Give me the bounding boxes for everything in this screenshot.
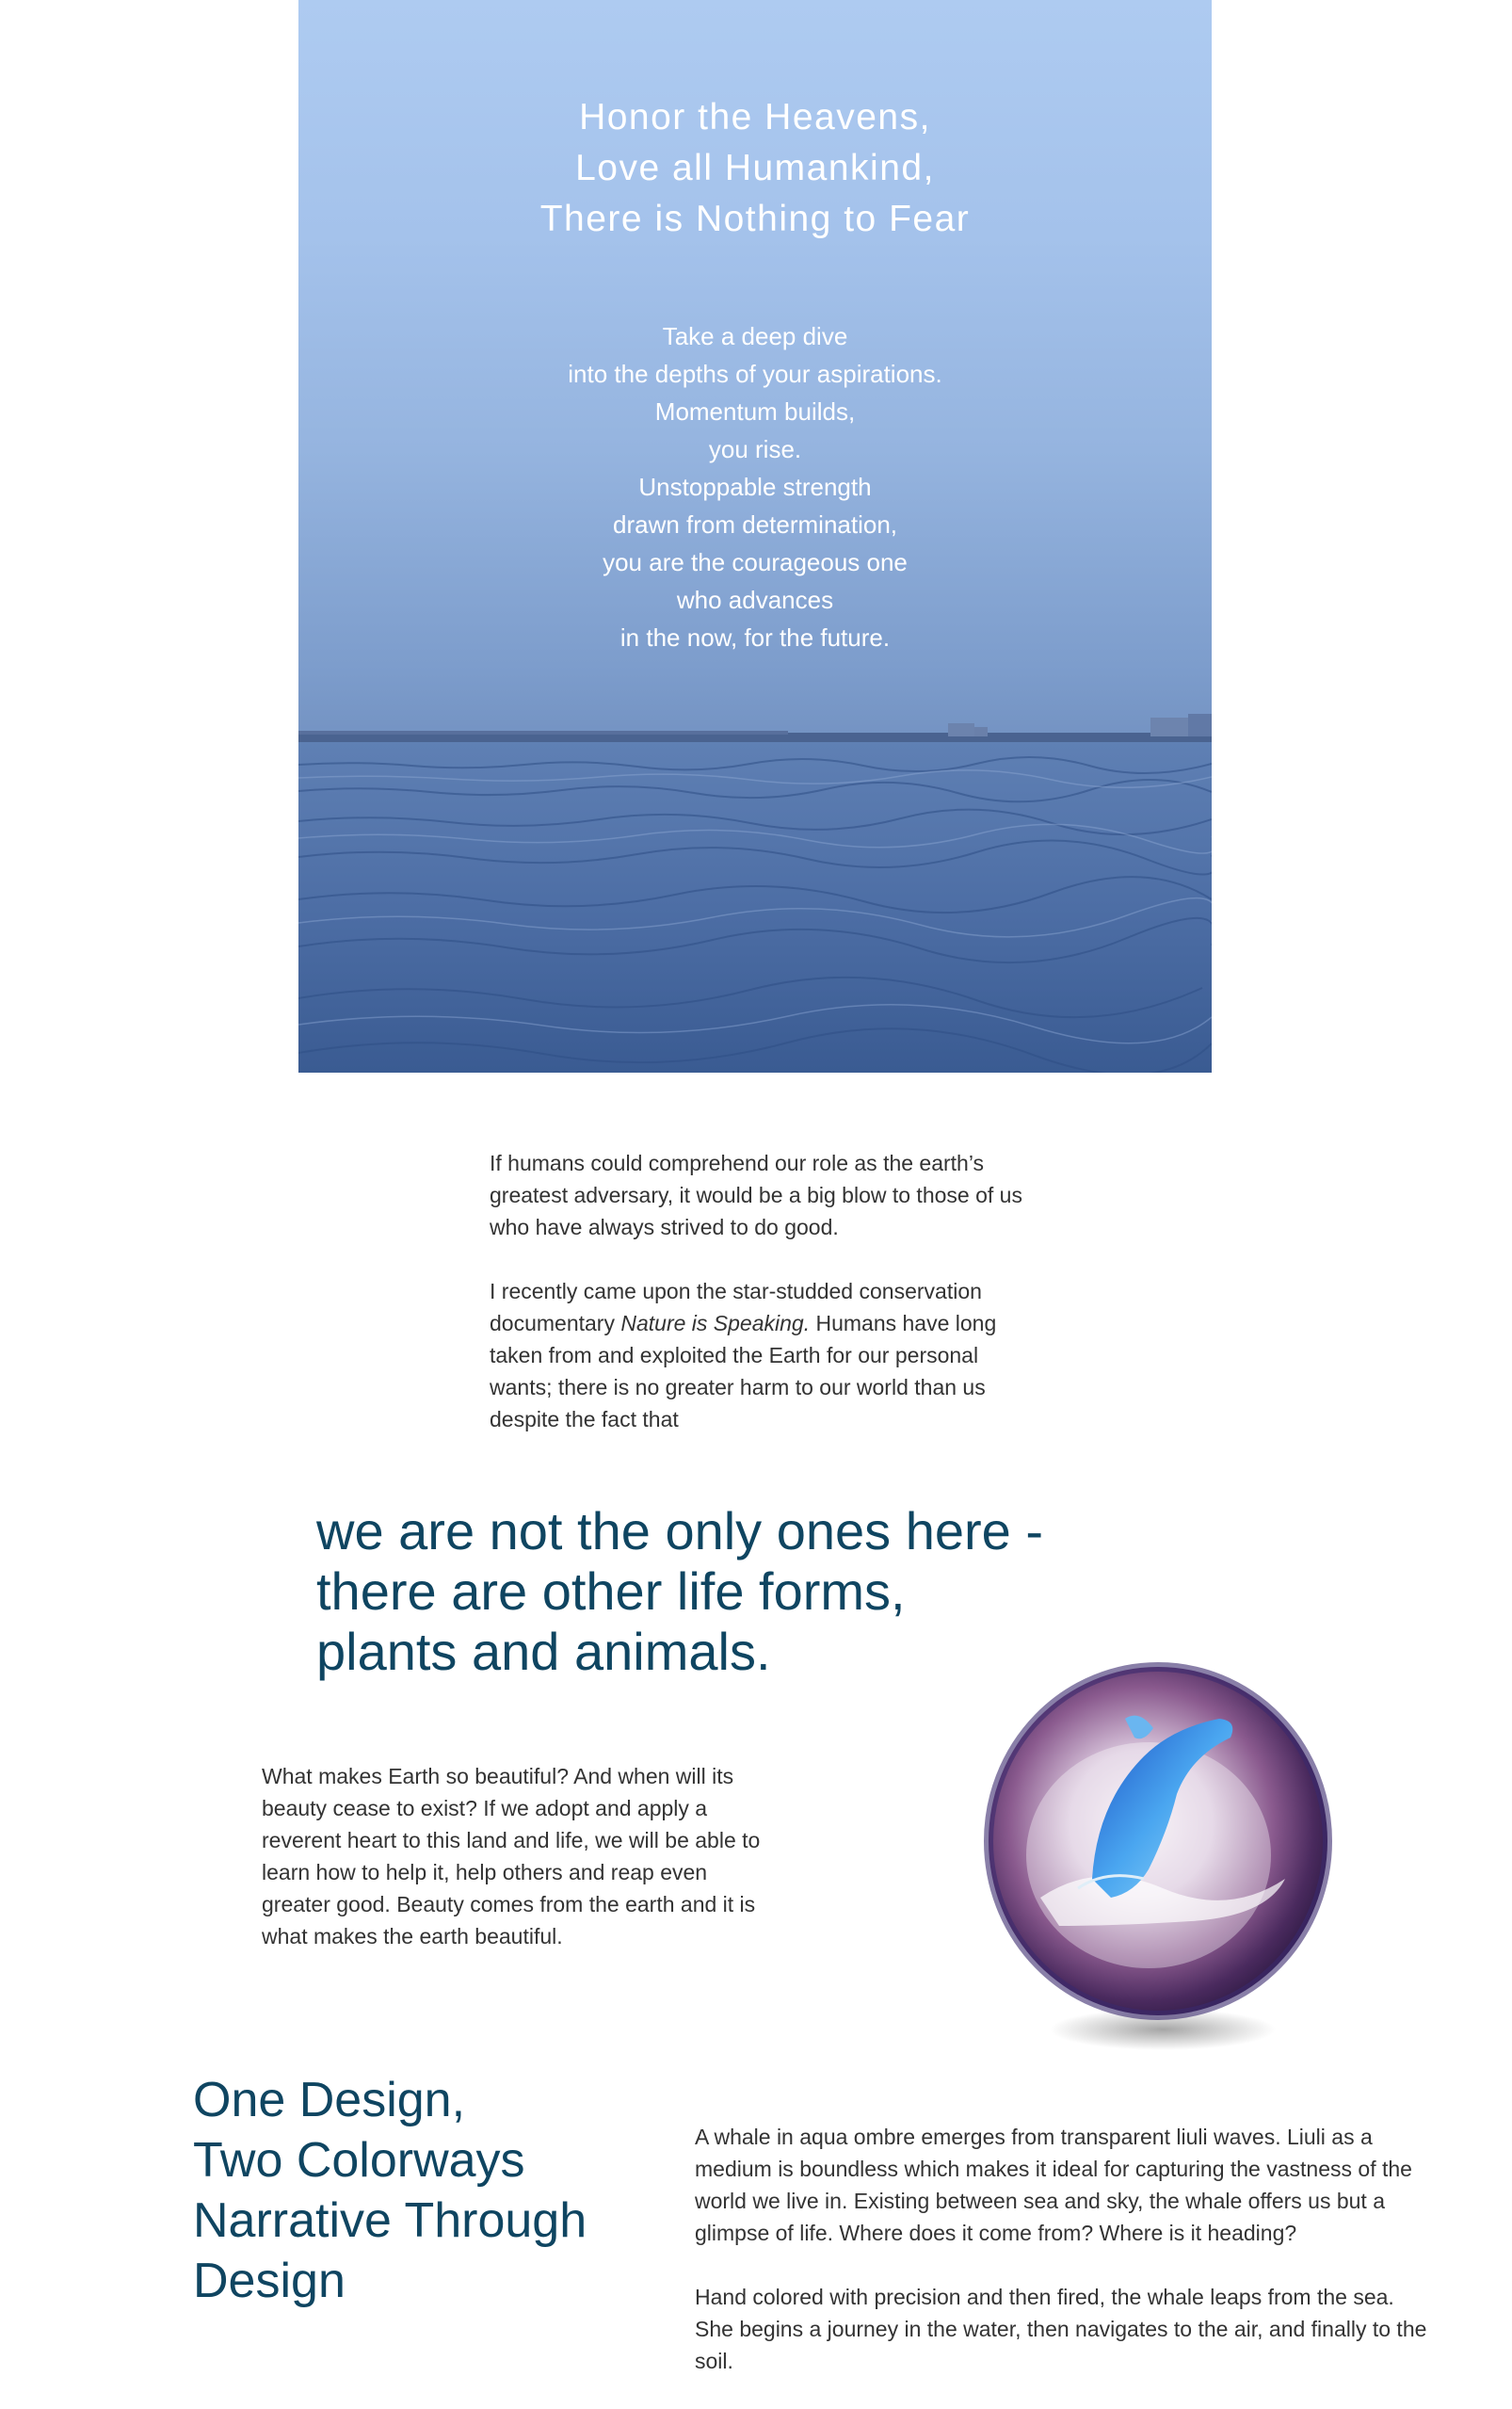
poem-line: into the depths of your aspirations. — [568, 360, 942, 388]
design-title-line: Narrative Through — [193, 2193, 587, 2248]
poem-line: Take a deep dive — [662, 322, 848, 350]
intro-paragraph-2 — [490, 1275, 1045, 1435]
pull-quote-line: there are other life forms, — [316, 1561, 906, 1621]
hero-title — [298, 92, 1212, 245]
design-paragraph-1: A whale in aqua ombre emerges from transparent liuli waves. Liuli as a medium is boundless which makes it ideal for capturing the vastness of the world we live in. Existing between sea and sky, the whale offers us but a glimpse of life. Where does it come from? Where is it heading? — [695, 2125, 1412, 2245]
design-section-title — [193, 2070, 664, 2311]
design-title-line: Design — [193, 2254, 346, 2308]
hero-banner — [298, 0, 1212, 1073]
poem-line: you rise. — [708, 435, 802, 463]
beauty-paragraph: What makes Earth so beautiful? And when will its beauty cease to exist? If we adopt and apply a reverent heart to this land and life, we will be able to learn how to help it, help others and reap even greater good. Beauty comes from the earth and it is what makes the earth beautiful. — [262, 1764, 761, 1948]
poem-line: you are the courageous one — [603, 548, 908, 576]
hero-title-line: There is Nothing to Fear — [539, 199, 971, 239]
design-title-line: Two Colorways — [193, 2133, 525, 2188]
intro-paragraph-2-start: I recently came upon the star-studded conservation documentary — [490, 1279, 982, 1335]
hero-poem — [298, 317, 1212, 656]
pull-quote-line: plants and animals. — [316, 1622, 771, 1681]
poem-line: in the now, for the future. — [619, 623, 891, 652]
hero-title-line: Honor the Heavens, — [579, 97, 931, 137]
intro-paragraph-2-end: Humans have long taken from and exploited the Earth for our personal wants; there is no greater harm to our world than us despite the fact that — [490, 1311, 997, 1431]
design-title-line: One Design, — [193, 2073, 466, 2127]
poem-line: Unstoppable strength — [638, 473, 872, 501]
hero-title-line: Love all Humankind, — [575, 148, 935, 188]
intro-paragraph-1: If humans could comprehend our role as the earth’s greatest adversary, it would be a big blow to those of us who have always strived to do good. — [490, 1151, 1022, 1239]
design-paragraph-2: Hand colored with precision and then fired, the whale leaps from the sea. She begins a journey in the water, then navigates to the air, and finally to the soil. — [695, 2285, 1427, 2373]
design-description — [695, 2121, 1429, 2409]
documentary-title: Nature is Speaking. — [620, 1311, 811, 1335]
intro-text — [490, 1147, 1045, 1467]
poem-line: Momentum builds, — [654, 397, 856, 426]
poem-line: drawn from determination, — [612, 510, 898, 539]
pull-quote-line: we are not the only ones here - — [316, 1501, 1044, 1560]
poem-line: who advances — [676, 586, 834, 614]
whale-sculpture-image — [984, 1653, 1351, 2067]
